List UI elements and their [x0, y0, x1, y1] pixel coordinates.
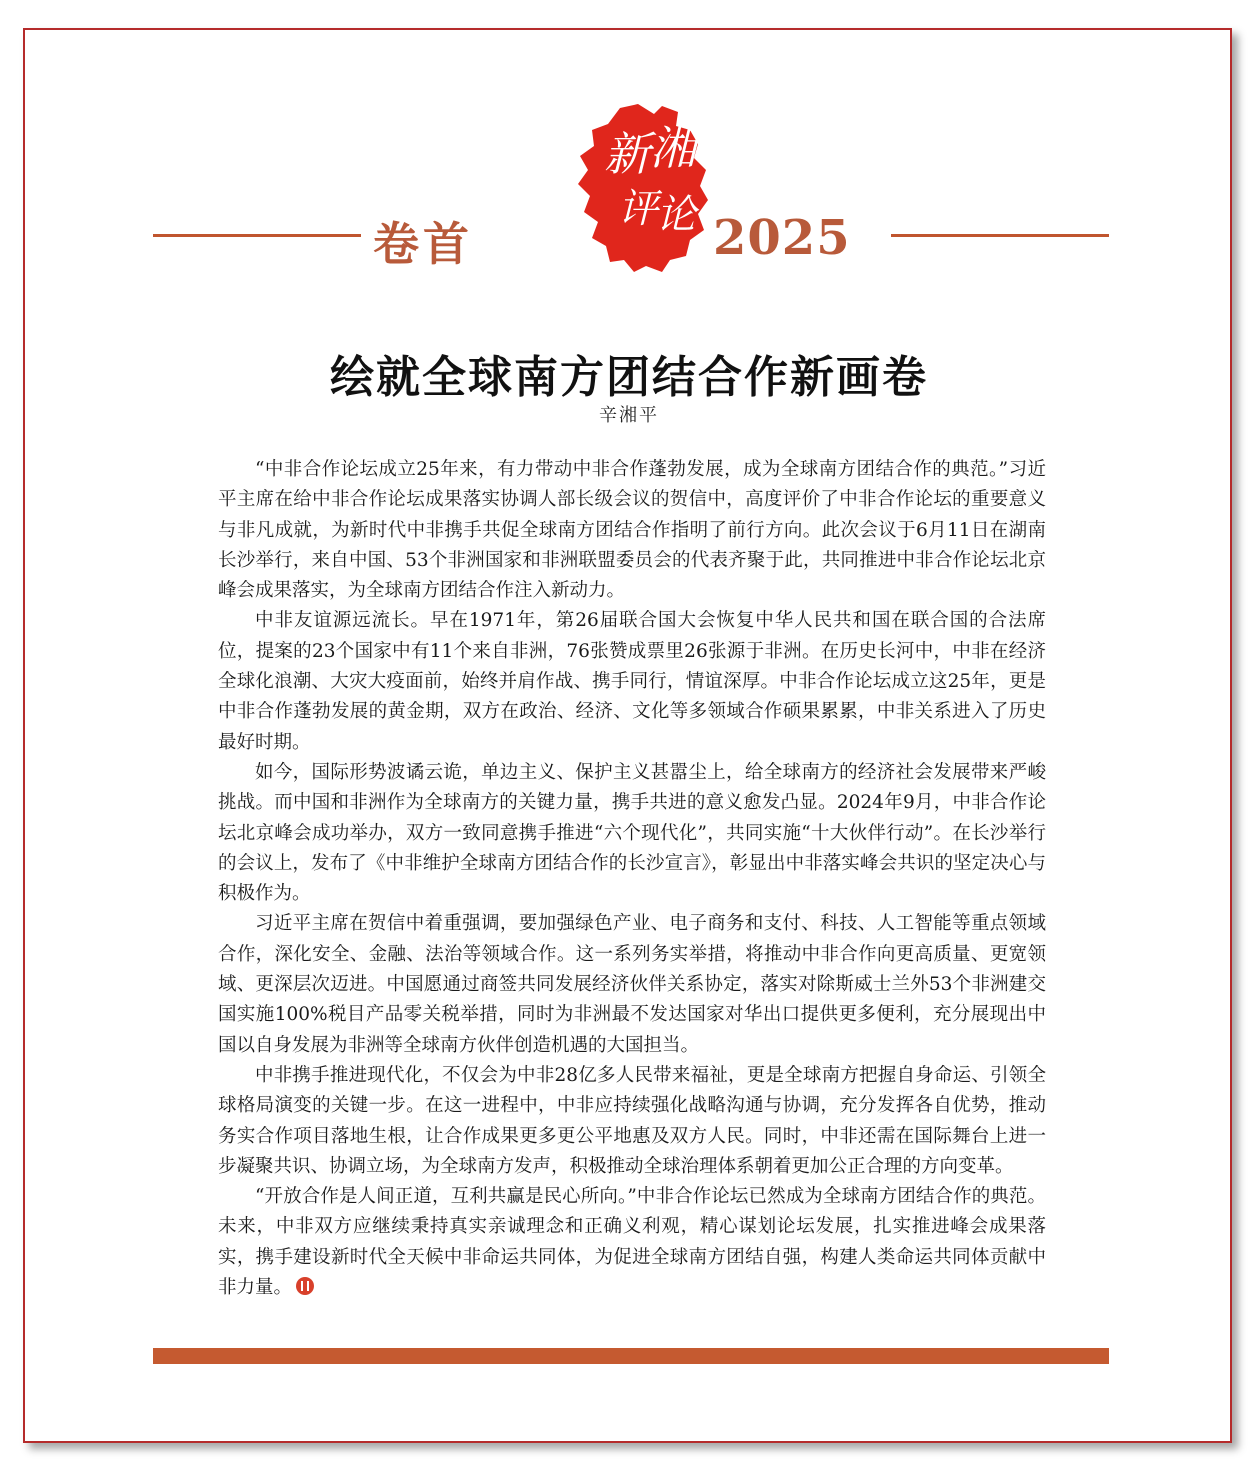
paragraph-last [218, 1182, 1046, 1303]
header-rule-right [891, 234, 1109, 237]
section-header [153, 100, 1109, 275]
footer-bar [153, 1348, 1109, 1364]
svg-text:湘: 湘 [650, 121, 696, 175]
paragraph: 中非携手推进现代化，不仅会为中非28亿多人民带来福祉，更是全球南方把握自身命运、引领全球格局演变的关键一步。在这一进程中，中非应持续强化战略沟通与协调，充分发挥各自优势，推动务实合作项目落地生根，让合作成果更多更公平地惠及双方人民。同时，中非还需在国际舞台上进一步凝聚共识、协调立场，为全球南方发声，积极推动全球治理体系朝着更加公正合理的方向变革。 [218, 1064, 1046, 1177]
header-rule-left [153, 234, 361, 237]
end-mark-icon [296, 1277, 314, 1295]
svg-text:评: 评 [618, 186, 658, 232]
xinxiang-pinglun-logo [558, 100, 728, 275]
article-body [218, 455, 1046, 1303]
paragraph: “中非合作论坛成立25年来，有力带动中非合作蓬勃发展，成为全球南方团结合作的典范。”习近平主席在给中非合作论坛成果落实协调人部长级会议的贺信中，高度评价了中非合作论坛的重要意义与非凡成就，为新时代中非携手共促全球南方团结合作指明了前行方向。此次会议于6月11日在湖南长沙举行，来自中国、53个非洲国家和非洲联盟委员会的代表齐聚于此，共同推进中非合作论坛北京峰会成果落实，为全球南方团结合作注入新动力。 [218, 459, 1046, 602]
paragraph: 习近平主席在贺信中着重强调，要加强绿色产业、电子商务和支付、科技、人工智能等重点领域合作，深化安全、金融、法治等领域合作。这一系列务实举措，将推动中非合作向更高质量、更宽领域、更深层次迈进。中国愿通过商签共同发展经济伙伴关系协定，落实对除斯威士兰外53个非洲建交国实施100%税目产品零关税举措，同时为非洲最不发达国家对华出口提供更多便利，充分展现出中国以自身发展为非洲等全球南方伙伴创造机遇的大国担当。 [218, 913, 1046, 1056]
paragraph: 如今，国际形势波谲云诡，单边主义、保护主义甚嚣尘上，给全球南方的经济社会发展带来严峻挑战。而中国和非洲作为全球南方的关键力量，携手共进的意义愈发凸显。2024年9月，中非合作论坛北京峰会成功举办，双方一致同意携手推进“六个现代化”，共同实施“十大伙伴行动”。在长沙举行的会议上，发布了《中非维护全球南方团结合作的长沙宣言》，彰显出中非落实峰会共识的坚定决心与积极作为。 [218, 761, 1046, 905]
svg-text:论: 论 [656, 192, 696, 238]
article-author: 辛湘平 [599, 405, 659, 426]
svg-text:新: 新 [604, 127, 650, 181]
paragraph: 中非友谊源远流长。早在1971年，第26届联合国大会恢复中华人民共和国在联合国的合法席位，提案的23个国家中有11个来自非洲，76张赞成票里26张源于非洲。在历史长河中，中非在经济全球化浪潮、大灾大疫面前，始终并肩作战、携手同行，情谊深厚。中非合作论坛成立这25年，更是中非合作蓬勃发展的黄金期，双方在政治、经济、文化等多领域合作硕果累累，中非关系进入了历史最好时期。 [218, 610, 1046, 753]
paragraph-text: “开放合作是人间正道，互利共赢是民心所向。”中非合作论坛已然成为全球南方团结合作的典范。未来，中非双方应继续秉持真实亲诚理念和正确义利观，精心谋划论坛发展，扎实推进峰会成果落实，携手建设新时代全天候中非命运共同体，为促进全球南方团结自强，构建人类命运共同体贡献中非力量。 [218, 1186, 1046, 1299]
section-label: 卷首 [373, 217, 473, 271]
article-title: 绘就全球南方团结合作新画卷 [330, 352, 928, 404]
issue-year: 2025 [713, 210, 851, 266]
